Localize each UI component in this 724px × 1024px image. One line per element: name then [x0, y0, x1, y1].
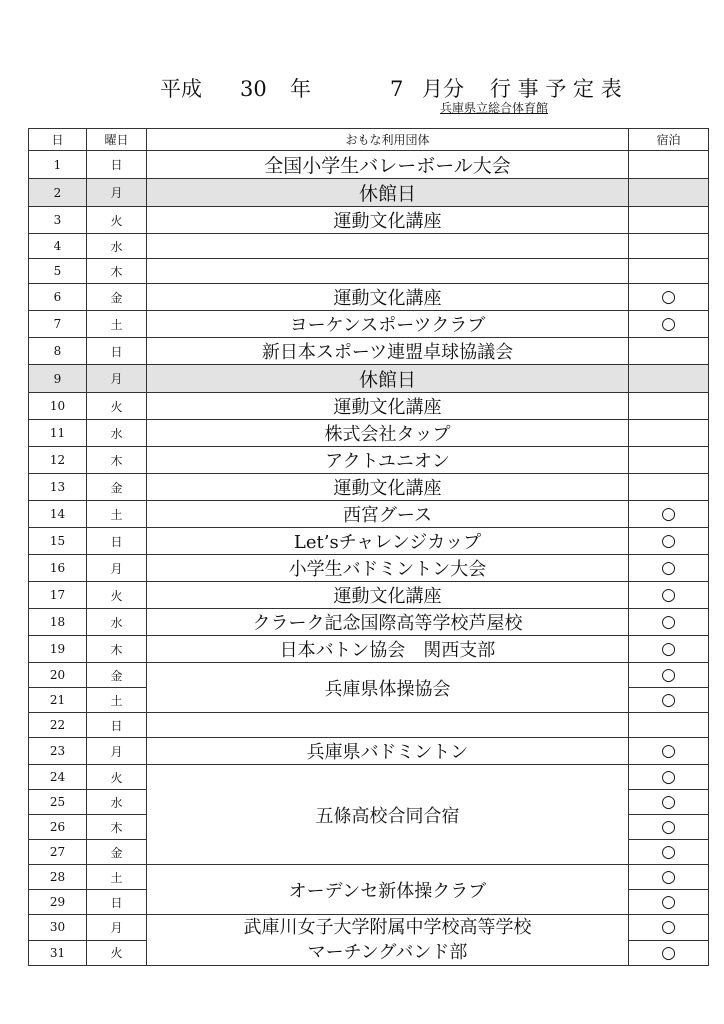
group-cell: 五條高校合同合宿	[147, 765, 629, 865]
stay-cell: ○	[629, 790, 709, 815]
day-cell: 2	[29, 179, 87, 207]
weekday-cell: 金	[87, 474, 147, 501]
weekday-cell: 木	[87, 259, 147, 284]
day-cell: 18	[29, 609, 87, 636]
group-cell: 運動文化講座	[147, 582, 629, 609]
day-cell: 14	[29, 501, 87, 528]
table-row	[29, 311, 709, 338]
weekday-cell: 月	[87, 179, 147, 207]
group-cell: 全国小学生バレーボール大会	[147, 151, 629, 179]
day-cell: 12	[29, 447, 87, 474]
table-row	[29, 234, 709, 259]
day-cell: 21	[29, 688, 87, 713]
group-cell: 株式会社タップ	[147, 420, 629, 447]
weekday-cell: 日	[87, 890, 147, 915]
weekday-cell: 金	[87, 284, 147, 311]
stay-cell	[629, 259, 709, 284]
weekday-cell: 土	[87, 688, 147, 713]
table-row	[29, 365, 709, 393]
table-row	[29, 915, 709, 941]
day-cell: 29	[29, 890, 87, 915]
day-cell: 11	[29, 420, 87, 447]
group-cell: 新日本スポーツ連盟卓球協議会	[147, 338, 629, 365]
group-cell: アクトユニオン	[147, 447, 629, 474]
day-cell: 6	[29, 284, 87, 311]
weekday-cell: 金	[87, 663, 147, 688]
weekday-cell: 日	[87, 151, 147, 179]
stay-cell: ○	[629, 688, 709, 713]
stay-cell	[629, 447, 709, 474]
day-cell: 7	[29, 311, 87, 338]
stay-cell: ○	[629, 915, 709, 941]
stay-cell: ○	[629, 865, 709, 890]
weekday-cell: 土	[87, 311, 147, 338]
group-line-2: マーチングバンド部	[307, 942, 468, 963]
group-cell: 休館日	[147, 179, 629, 207]
stay-cell	[629, 151, 709, 179]
stay-cell: ○	[629, 555, 709, 582]
weekday-cell: 火	[87, 765, 147, 790]
day-cell: 30	[29, 915, 87, 941]
table-row	[29, 555, 709, 582]
stay-cell: ○	[629, 663, 709, 688]
era: 平成	[160, 77, 202, 101]
stay-cell: ○	[629, 501, 709, 528]
group-cell: 運動文化講座	[147, 207, 629, 234]
day-cell: 13	[29, 474, 87, 501]
group-cell: オーデンセ新体操クラブ	[147, 865, 629, 915]
group-cell: 兵庫県体操協会	[147, 663, 629, 713]
table-row	[29, 609, 709, 636]
table-row	[29, 501, 709, 528]
stay-cell	[629, 393, 709, 420]
group-cell: Let’sチャレンジカップ	[147, 528, 629, 555]
day-cell: 3	[29, 207, 87, 234]
weekday-cell: 火	[87, 393, 147, 420]
weekday-cell: 土	[87, 501, 147, 528]
day-cell: 22	[29, 713, 87, 738]
day-cell: 15	[29, 528, 87, 555]
weekday-cell: 日	[87, 338, 147, 365]
stay-cell	[629, 338, 709, 365]
day-cell: 27	[29, 840, 87, 865]
day-cell: 5	[29, 259, 87, 284]
table-row	[29, 338, 709, 365]
table-row	[29, 179, 709, 207]
stay-cell	[629, 420, 709, 447]
stay-cell	[629, 207, 709, 234]
day-cell: 10	[29, 393, 87, 420]
day-cell: 8	[29, 338, 87, 365]
col-weekday: 曜日	[87, 129, 147, 151]
table-row	[29, 765, 709, 790]
schedule-table	[28, 128, 709, 966]
weekday-cell: 日	[87, 528, 147, 555]
table-row	[29, 663, 709, 688]
table-row	[29, 582, 709, 609]
day-cell: 17	[29, 582, 87, 609]
weekday-cell: 日	[87, 713, 147, 738]
header-row	[29, 129, 709, 151]
stay-cell	[629, 365, 709, 393]
table-row	[29, 151, 709, 179]
stay-cell	[629, 713, 709, 738]
group-cell: 運動文化講座	[147, 393, 629, 420]
group-cell: クラーク記念国際高等学校芦屋校	[147, 609, 629, 636]
weekday-cell: 水	[87, 609, 147, 636]
stay-cell: ○	[629, 582, 709, 609]
table-row	[29, 865, 709, 890]
table-row	[29, 393, 709, 420]
col-groups: おもな利用団体	[147, 129, 629, 151]
weekday-cell: 木	[87, 447, 147, 474]
day-cell: 20	[29, 663, 87, 688]
month-number: 7	[390, 77, 404, 101]
weekday-cell: 月	[87, 555, 147, 582]
weekday-cell: 水	[87, 790, 147, 815]
table-row	[29, 284, 709, 311]
stay-cell: ○	[629, 738, 709, 765]
stay-cell: ○	[629, 609, 709, 636]
weekday-cell: 火	[87, 207, 147, 234]
weekday-cell: 月	[87, 738, 147, 765]
year-number: 30	[240, 77, 267, 101]
group-cell: 兵庫県バドミントン	[147, 738, 629, 765]
day-cell: 9	[29, 365, 87, 393]
day-cell: 24	[29, 765, 87, 790]
table-row	[29, 738, 709, 765]
stay-cell: ○	[629, 840, 709, 865]
stay-cell: ○	[629, 940, 709, 966]
group-cell: ヨーケンスポーツクラブ	[147, 311, 629, 338]
stay-cell: ○	[629, 765, 709, 790]
table-row	[29, 474, 709, 501]
title-text: 行 事 予 定 表	[490, 77, 622, 101]
day-cell: 1	[29, 151, 87, 179]
group-cell	[147, 713, 629, 738]
day-cell: 26	[29, 815, 87, 840]
group-cell: 運動文化講座	[147, 474, 629, 501]
stay-cell: ○	[629, 890, 709, 915]
weekday-cell: 火	[87, 940, 147, 966]
day-cell: 19	[29, 636, 87, 663]
weekday-cell: 木	[87, 815, 147, 840]
table-row	[29, 528, 709, 555]
stay-cell: ○	[629, 528, 709, 555]
table-row	[29, 447, 709, 474]
group-cell	[147, 234, 629, 259]
document-title	[160, 74, 700, 104]
stay-cell	[629, 234, 709, 259]
weekday-cell: 水	[87, 234, 147, 259]
day-cell: 28	[29, 865, 87, 890]
stay-cell: ○	[629, 636, 709, 663]
day-cell: 25	[29, 790, 87, 815]
day-cell: 23	[29, 738, 87, 765]
stay-cell: ○	[629, 815, 709, 840]
table-row	[29, 636, 709, 663]
group-cell: 運動文化講座	[147, 284, 629, 311]
month-label: 月分	[422, 77, 464, 101]
stay-cell: ○	[629, 311, 709, 338]
group-cell: 日本バトン協会 関西支部	[147, 636, 629, 663]
weekday-cell: 月	[87, 915, 147, 941]
day-cell: 4	[29, 234, 87, 259]
weekday-cell: 火	[87, 582, 147, 609]
group-cell	[147, 259, 629, 284]
table-row	[29, 713, 709, 738]
day-cell: 16	[29, 555, 87, 582]
weekday-cell: 木	[87, 636, 147, 663]
stay-cell	[629, 474, 709, 501]
table-row	[29, 259, 709, 284]
group-cell: 休館日	[147, 365, 629, 393]
col-day: 日	[29, 129, 87, 151]
group-cell: 小学生バドミントン大会	[147, 555, 629, 582]
weekday-cell: 土	[87, 865, 147, 890]
group-cell: 西宮グース	[147, 501, 629, 528]
day-cell: 31	[29, 940, 87, 966]
year-label: 年	[290, 77, 311, 101]
group-line-1: 武庫川女子大学附属中学校高等学校	[243, 917, 532, 938]
facility-name: 兵庫県立総合体育館	[440, 101, 549, 115]
weekday-cell: 水	[87, 420, 147, 447]
group-cell	[147, 915, 629, 966]
weekday-cell: 金	[87, 840, 147, 865]
weekday-cell: 月	[87, 365, 147, 393]
table-row	[29, 420, 709, 447]
stay-cell	[629, 179, 709, 207]
table-row	[29, 207, 709, 234]
col-stay: 宿泊	[629, 129, 709, 151]
stay-cell: ○	[629, 284, 709, 311]
